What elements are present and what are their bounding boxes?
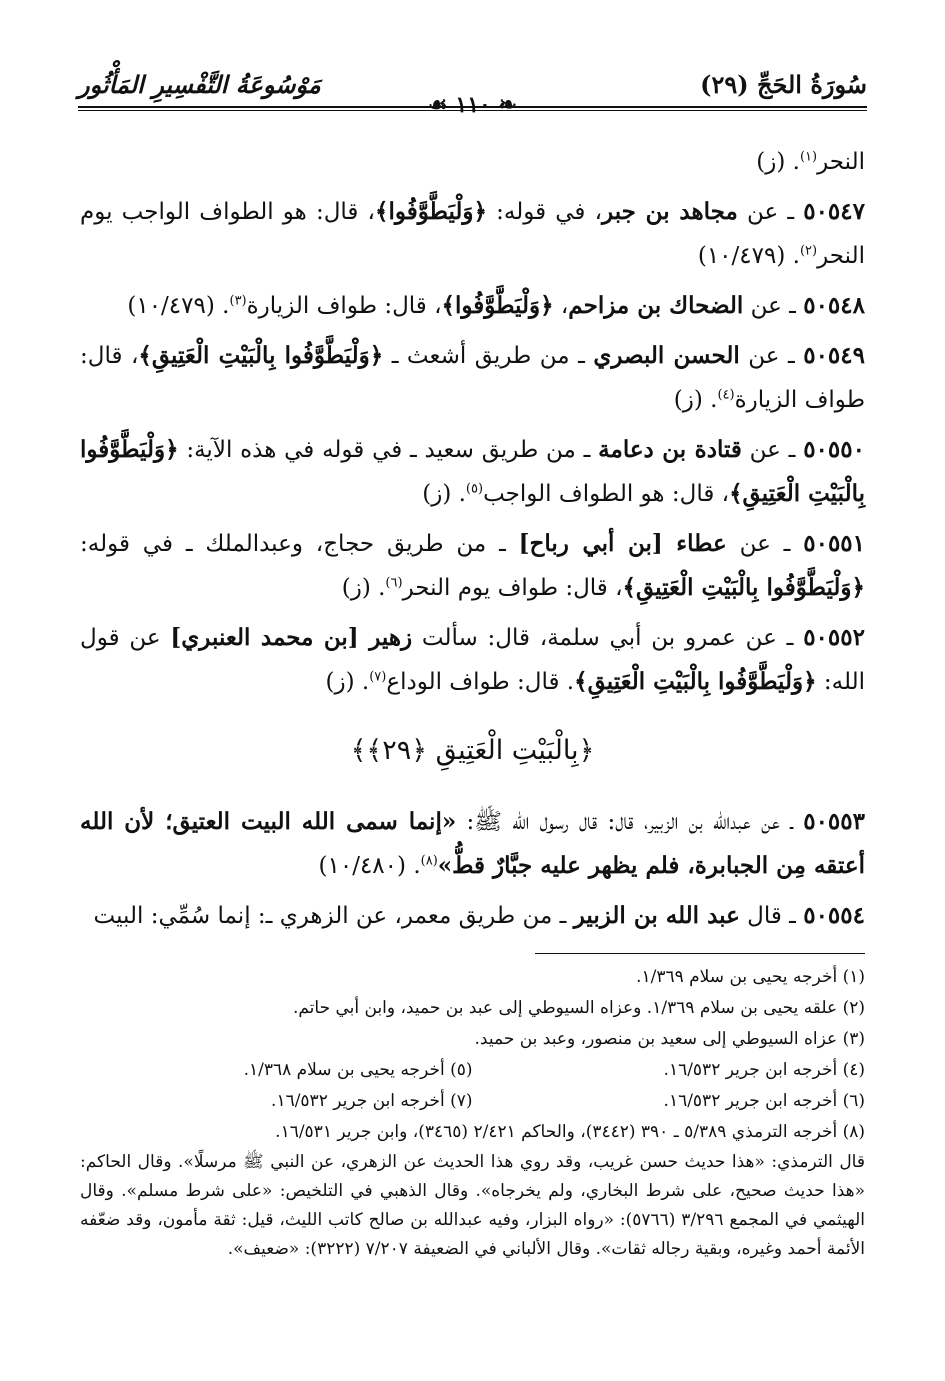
- section-heading: ﴿بِالْبَيْتِ الْعَتِيقِ ﴿٢٩﴾﴾: [350, 735, 595, 766]
- footnote-7: (٧) أخرجه ابن جرير ١٦/٥٣٢.: [271, 1091, 473, 1111]
- book-title: مَوْسُوعَةُ التَّفْسِيرِ المَأْثُور: [78, 70, 321, 99]
- ornament-icon: ☙: [428, 92, 456, 118]
- entry-50553: ٥٠٥٥٣ ـ عن عبدالله بن الزبير، قال: قال رسول الله ﷺ: «إنما سمى الله البيت العتيق؛ لأن الله أعتقه مِن الجبابرة، فلم يظهر عليه جبَّارٌ قطُّ»$^{(٨)}$. (١٠/٤٨٠): [80, 808, 865, 879]
- footnote-3: (٣) عزاه السيوطي إلى سعيد بن منصور، وعبد بن حميد.: [474, 1029, 865, 1049]
- entry-50554: ٥٠٥٥٤ ـ قال عبد الله بن الزبير ـ من طريق معمر، عن الزهري ـ: إنما سُمِّي: البيت: [93, 902, 865, 929]
- main-text: [80, 140, 865, 710]
- entry-50549: ٥٠٥٤٩ ـ عن الحسن البصري ـ من طريق أشعث ـ ﴿وَلْيَطَّوَّفُوا بِالْبَيْتِ الْعَتِيقِ﴾، قال: طواف الزيارة$^{(٤)}$. (ز): [80, 342, 865, 413]
- footnote-8: (٨) أخرجه الترمذي ٥/٣٨٩ ـ ٣٩٠ (٣٤٤٢)، والحاكم ٢/٤٢١ (٣٤٦٥)، وابن جرير ١٦/٥٣١.: [275, 1122, 865, 1142]
- footnote-5: (٥) أخرجه يحيى بن سلام ١/٣٦٨.: [243, 1060, 473, 1080]
- footnotes: [80, 962, 865, 1264]
- intro-line: النحر$^{(١)}$. (ز): [756, 149, 865, 175]
- entry-50548: ٥٠٥٤٨ ـ عن الضحاك بن مزاحم، ﴿وَلْيَطَّوَّفُوا﴾، قال: طواف الزيارة$^{(٣)}$. (١٠/٤٧٩): [127, 292, 865, 319]
- page-number: ❧ ١١٠ ☙: [428, 92, 517, 118]
- main-text-continued: [80, 800, 865, 944]
- footnote-8-note: قال الترمذي: «هذا حديث حسن غريب، وقد روي هذا الحديث عن الزهري، عن النبي ﷺ مرسلًا». وقال الحاكم: «هذا حديث صحيح، على شرط البخاري، ولم يخرجاه». وقال الذهبي في التلخيص: «على شرط مسلم». وقال الهيثمي في المجمع ٣/٢٩٦ (٥٧٦٦): «رواه البزار، وفيه عبدالله بن صالح كاتب الليث، قيل: ثقة مأمون، وقد ضعّفه الأئمة أحمد وغيره، وبقية رجاله ثقات». وقال الألباني في الضعيفة ٧/٢٠٧ (٣٢٢٢): «ضعيف».: [80, 1152, 865, 1259]
- entry-50552: ٥٠٥٥٢ ـ عن عمرو بن أبي سلمة، قال: سألت زهير [بن محمد العنبري] عن قول الله: ﴿وَلْيَطَّوَّفُوا بِالْبَيْتِ الْعَتِيقِ﴾. قال: طواف الوداع$^{(٧)}$. (ز): [80, 624, 865, 695]
- footnote-6: (٦) أخرجه ابن جرير ١٦/٥٣٢.: [663, 1091, 865, 1111]
- surah-title: سُورَةُ الحَجِّ (٢٩): [700, 70, 867, 99]
- entry-50551: ٥٠٥٥١ ـ عن عطاء [بن أبي رباح] ـ من طريق حجاج، وعبدالملك ـ في قوله: ﴿وَلْيَطَّوَّفُوا بِالْبَيْتِ الْعَتِيقِ﴾، قال: طواف يوم النحر$^{(٦)}$. (ز): [80, 530, 866, 601]
- ornament-icon: ❧: [490, 92, 517, 118]
- footnote-row-6-7: [80, 1086, 865, 1117]
- entry-50547: ٥٠٥٤٧ ـ عن مجاهد بن جبر، في قوله: ﴿وَلْيَطَّوَّفُوا﴾، قال: هو الطواف الواجب يوم النحر$^{(٢)}$. (١٠/٤٧٩): [80, 198, 865, 269]
- footnote-1: (١) أخرجه يحيى بن سلام ١/٣٦٩.: [636, 967, 865, 987]
- footnote-4: (٤) أخرجه ابن جرير ١٦/٥٣٢.: [663, 1060, 865, 1080]
- footnote-2: (٢) علقه يحيى بن سلام ١/٣٦٩. وعزاه السيوطي إلى عبد بن حميد، وابن أبي حاتم.: [292, 998, 865, 1018]
- entry-50550: ٥٠٥٥٠ ـ عن قتادة بن دعامة ـ من طريق سعيد ـ في قوله في هذه الآية: ﴿وَلْيَطَّوَّفُوا بِالْبَيْتِ الْعَتِيقِ﴾، قال: هو الطواف الواجب$^{(٥)}$. (ز): [80, 436, 865, 507]
- footnote-row-4-5: [80, 1055, 865, 1086]
- footnote-separator: [535, 953, 865, 954]
